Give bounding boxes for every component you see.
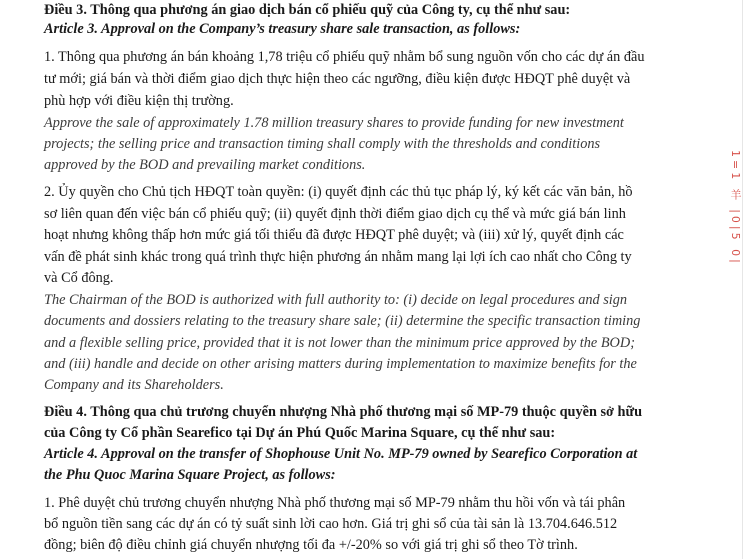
article-3-item-1-en-line: Approve the sale of approximately 1.78 million treasury shares to provide funding for new investment (44, 115, 624, 131)
article-4-item-1-vi-line: 1. Phê duyệt chủ trương chuyển nhượng Nhà phố thương mại số MP-79 nhằm thu hồi vốn và tái phân (44, 495, 626, 511)
article-3-item-2-en-line: and a flexible selling price, provided that it is not lower than the minimum price approved by the BOD; (44, 335, 635, 351)
article-4-heading-vi-line: Điều 4. Thông qua chủ trương chuyển nhượng Nhà phố thương mại số MP-79 thuộc quyền sở hữu (44, 404, 643, 420)
article-3-item-1-vi-line: phù hợp với điều kiện thị trường. (44, 93, 234, 109)
article-3-item-1-en-line: projects; the selling price and transaction timing shall comply with the thresholds and conditions (44, 136, 601, 152)
article-3-item-1-en-line: approved by the BOD and prevailing market conditions. (44, 157, 366, 173)
margin-stamp: 1=1 羊 |0|5 0| (729, 150, 742, 266)
article-3-item-1-vi-line: tư mới; giá bán và thời điểm giao dịch thực hiện theo các ngưỡng, điều kiện được HĐQT phê duyệt và (44, 71, 631, 87)
article-4-heading-en-line: Article 4. Approval on the transfer of Shophouse Unit No. MP-79 owned by Searefico Corporation at (44, 446, 638, 462)
article-3-item-2-vi-line: 2. Ủy quyền cho Chủ tịch HĐQT toàn quyền: (i) quyết định các thủ tục pháp lý, ký kết các văn bản, hồ (44, 184, 633, 200)
article-3-item-2-en-line: and (iii) handle and decide on other arising matters during implementation to maximize benefits for the (44, 356, 637, 372)
article-3-item-1-vi-line: 1. Thông qua phương án bán khoảng 1,78 triệu cổ phiếu quỹ nhằm bổ sung nguồn vốn cho các dự án đầu (44, 49, 645, 65)
article-3-item-2-vi-line: vấn đề phát sinh khác trong quá trình thực hiện phương án nhằm mang lại lợi ích cao nhất cho Công ty (44, 249, 632, 265)
article-4-heading-vi-line: của Công ty Cổ phần Searefico tại Dự án Phú Quốc Marina Square, cụ thể như sau: (44, 425, 556, 441)
article-4-item-1-vi-line: bổ nguồn tiền sang các dự án có tỷ suất sinh lời cao hơn. Giá trị ghi sổ của tài sản là 13.704.646.512 (44, 516, 618, 532)
article-3-item-2-en-line: The Chairman of the BOD is authorized with full authority to: (i) decide on legal procedures and sign (44, 292, 628, 308)
article-4-item-1-vi-line: đồng; biên độ điều chỉnh giá chuyển nhượng tối đa +/-20% so với giá trị ghi sổ theo Tờ trình. (44, 537, 578, 553)
article-4-heading-en-line: the Phu Quoc Marina Square Project, as follows: (44, 467, 336, 483)
article-3-item-2-vi-line: và Cổ đông. (44, 270, 114, 286)
article-3-item-2-en-line: Company and its Shareholders. (44, 377, 224, 393)
article-3-heading-vi: Điều 3. Thông qua phương án giao dịch bán cổ phiếu quỹ của Công ty, cụ thể như sau: (44, 2, 571, 18)
article-3-heading-en: Article 3. Approval on the Company’s treasury share sale transaction, as follows: (44, 21, 521, 37)
article-3-item-2-en-line: documents and dossiers relating to the treasury share sale; (ii) determine the specific transaction timing (44, 313, 641, 329)
article-3-item-2-vi-line: sơ liên quan đến việc bán cổ phiếu quỹ; (ii) quyết định thời điểm giao dịch cụ thể và mức giá bán linh (44, 206, 626, 222)
article-3-item-2-vi-line: hoạt nhưng không thấp hơn mức giá tối thiểu đã được HĐQT phê duyệt; và (iii) xử lý, quyết định các (44, 227, 624, 243)
